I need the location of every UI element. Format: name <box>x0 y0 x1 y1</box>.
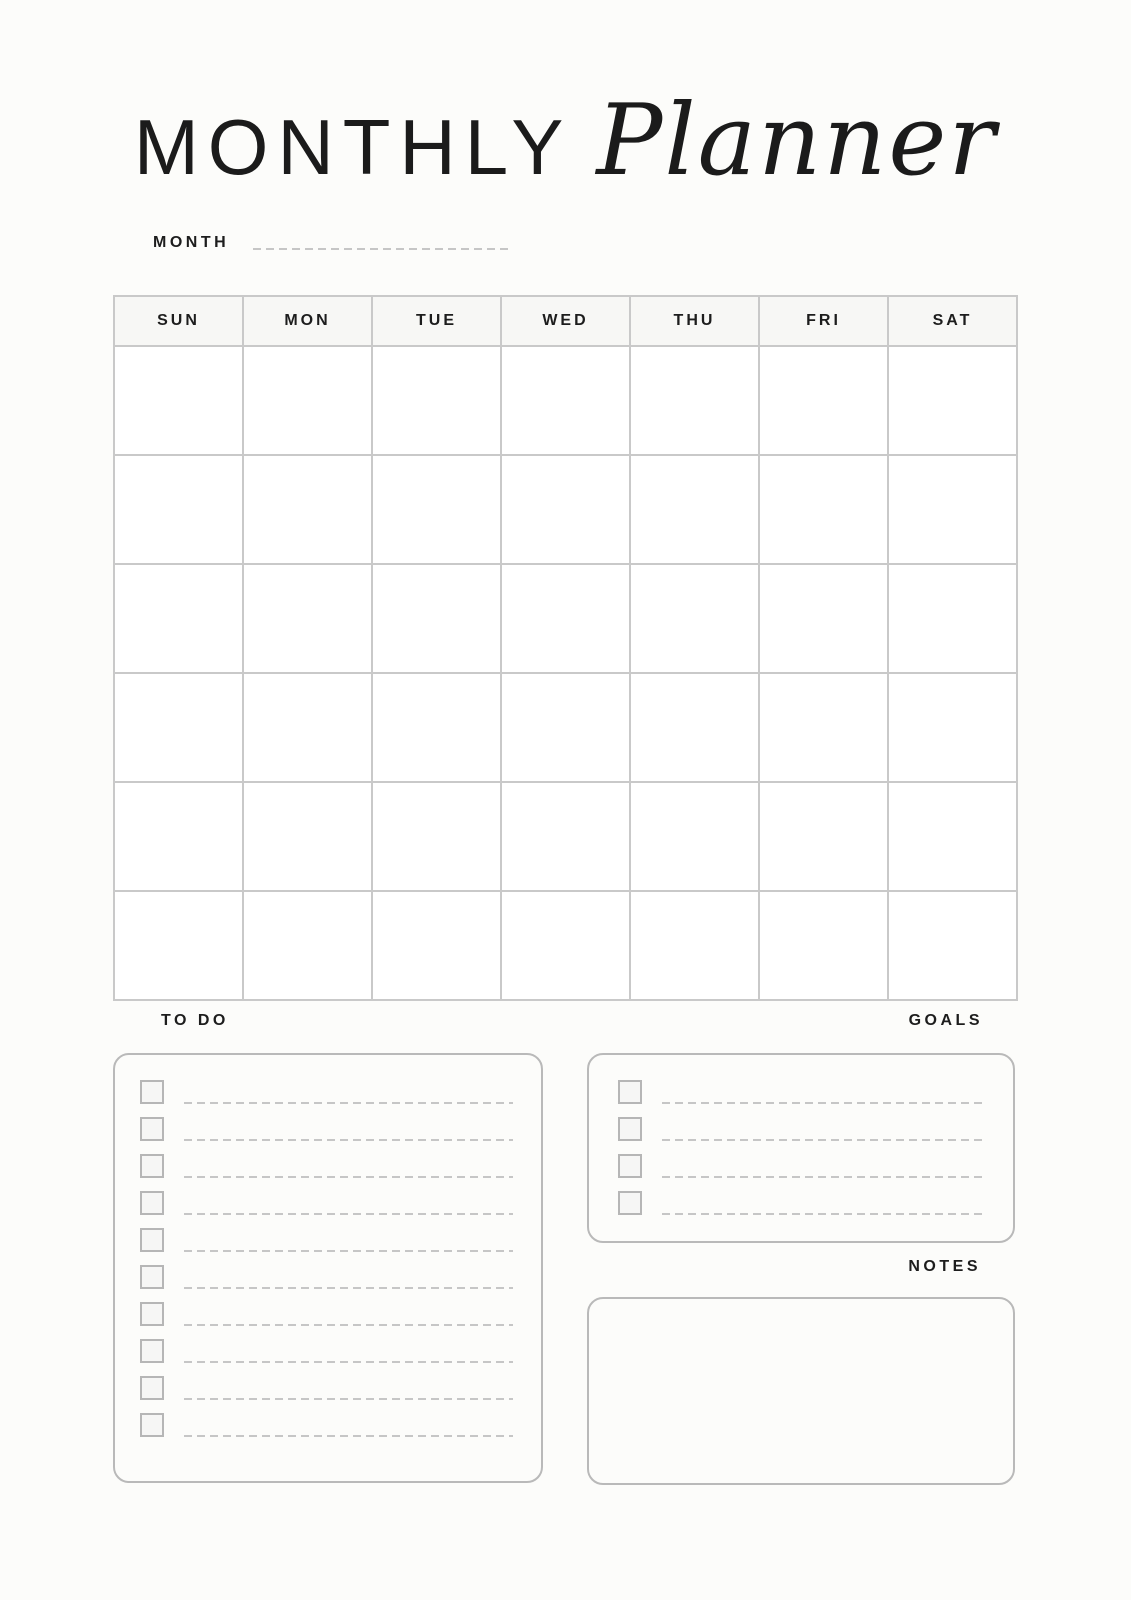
calendar-day-cell <box>373 783 500 890</box>
day-label: WED <box>542 312 589 329</box>
calendar-header-wed <box>502 297 629 345</box>
calendar-day-cell <box>373 674 500 781</box>
calendar-day-cell <box>502 456 629 563</box>
day-label: THU <box>673 312 716 329</box>
todo-item-row <box>140 1265 513 1302</box>
todo-checkbox <box>140 1117 164 1141</box>
calendar-day-cell <box>244 456 371 563</box>
todo-checkbox <box>140 1339 164 1363</box>
goals-label: GOALS <box>908 1012 983 1029</box>
todo-checkbox <box>140 1376 164 1400</box>
todo-item-row <box>140 1117 513 1154</box>
month-field <box>153 234 513 252</box>
month-label: MONTH <box>153 234 230 251</box>
calendar-day-cell <box>631 892 758 999</box>
calendar-day-cell <box>502 565 629 672</box>
calendar-day-cell <box>631 565 758 672</box>
notes-box <box>587 1297 1015 1485</box>
calendar-day-cell <box>115 892 242 999</box>
notes-label: NOTES <box>908 1258 981 1275</box>
goal-write-line <box>662 1176 987 1178</box>
calendar-day-cell <box>889 456 1016 563</box>
todo-checkbox <box>140 1302 164 1326</box>
calendar-day-cell <box>631 783 758 890</box>
calendar-day-cell <box>373 347 500 454</box>
calendar-day-cell <box>889 347 1016 454</box>
calendar-day-cell <box>115 674 242 781</box>
goal-item-row <box>618 1117 987 1154</box>
calendar-header-fri <box>760 297 887 345</box>
todo-label: TO DO <box>161 1012 229 1029</box>
calendar-day-cell <box>760 565 887 672</box>
calendar-day-cell <box>889 674 1016 781</box>
calendar-day-cell <box>244 674 371 781</box>
month-write-line <box>253 248 513 250</box>
calendar-day-cell <box>631 347 758 454</box>
day-label: SUN <box>157 312 200 329</box>
calendar-day-cell <box>760 456 887 563</box>
todo-write-line <box>184 1324 513 1326</box>
calendar-header-sat <box>889 297 1016 345</box>
todo-item-row <box>140 1302 513 1339</box>
todo-write-line <box>184 1398 513 1400</box>
goal-checkbox <box>618 1154 642 1178</box>
page-title <box>0 84 1131 198</box>
todo-checkbox <box>140 1265 164 1289</box>
goal-item-row <box>618 1154 987 1191</box>
calendar-day-cell <box>502 892 629 999</box>
todo-item-row <box>140 1154 513 1191</box>
todo-write-line <box>184 1250 513 1252</box>
calendar-day-cell <box>760 347 887 454</box>
day-label: MON <box>284 312 331 329</box>
goal-item-row <box>618 1080 987 1117</box>
calendar-header-thu <box>631 297 758 345</box>
goals-list <box>618 1080 987 1228</box>
todo-item-row <box>140 1191 513 1228</box>
goals-box <box>587 1053 1015 1243</box>
calendar-day-cell <box>115 783 242 890</box>
calendar-day-cell <box>889 783 1016 890</box>
day-label: FRI <box>806 312 841 329</box>
calendar-day-cell <box>244 565 371 672</box>
todo-write-line <box>184 1435 513 1437</box>
calendar-day-cell <box>502 783 629 890</box>
calendar-grid <box>113 295 1018 1001</box>
calendar-day-cell <box>115 565 242 672</box>
todo-checkbox <box>140 1191 164 1215</box>
todo-item-row <box>140 1413 513 1450</box>
goal-checkbox <box>618 1080 642 1104</box>
todo-checkbox <box>140 1080 164 1104</box>
calendar-header-sun <box>115 297 242 345</box>
todo-box <box>113 1053 543 1483</box>
day-label: TUE <box>416 312 457 329</box>
calendar-header-tue <box>373 297 500 345</box>
todo-checkbox <box>140 1228 164 1252</box>
calendar-day-cell <box>631 456 758 563</box>
goal-write-line <box>662 1139 987 1141</box>
calendar-day-cell <box>373 892 500 999</box>
calendar-day-cell <box>889 565 1016 672</box>
calendar-day-cell <box>115 456 242 563</box>
calendar-header-mon <box>244 297 371 345</box>
calendar-day-cell <box>502 347 629 454</box>
goal-checkbox <box>618 1191 642 1215</box>
goal-write-line <box>662 1213 987 1215</box>
calendar-day-cell <box>760 783 887 890</box>
title-monthly: MONTHLY <box>133 103 573 191</box>
todo-write-line <box>184 1176 513 1178</box>
calendar-day-cell <box>244 783 371 890</box>
todo-item-row <box>140 1339 513 1376</box>
calendar-day-cell <box>760 892 887 999</box>
todo-write-line <box>184 1287 513 1289</box>
calendar-day-cell <box>760 674 887 781</box>
calendar-day-cell <box>115 347 242 454</box>
goal-item-row <box>618 1191 987 1228</box>
todo-item-row <box>140 1376 513 1413</box>
todo-checkbox <box>140 1154 164 1178</box>
todo-write-line <box>184 1213 513 1215</box>
goal-write-line <box>662 1102 987 1104</box>
todo-checkbox <box>140 1413 164 1437</box>
calendar-day-cell <box>373 456 500 563</box>
calendar-day-cell <box>631 674 758 781</box>
todo-item-row <box>140 1080 513 1117</box>
todo-write-line <box>184 1361 513 1363</box>
calendar-day-cell <box>244 347 371 454</box>
todo-list <box>140 1080 513 1450</box>
todo-write-line <box>184 1102 513 1104</box>
goal-checkbox <box>618 1117 642 1141</box>
calendar-day-cell <box>373 565 500 672</box>
calendar-day-cell <box>889 892 1016 999</box>
calendar-day-cell <box>244 892 371 999</box>
title-planner-script: Planner <box>596 84 998 198</box>
todo-write-line <box>184 1139 513 1141</box>
day-label: SAT <box>932 312 973 329</box>
todo-item-row <box>140 1228 513 1265</box>
calendar-day-cell <box>502 674 629 781</box>
